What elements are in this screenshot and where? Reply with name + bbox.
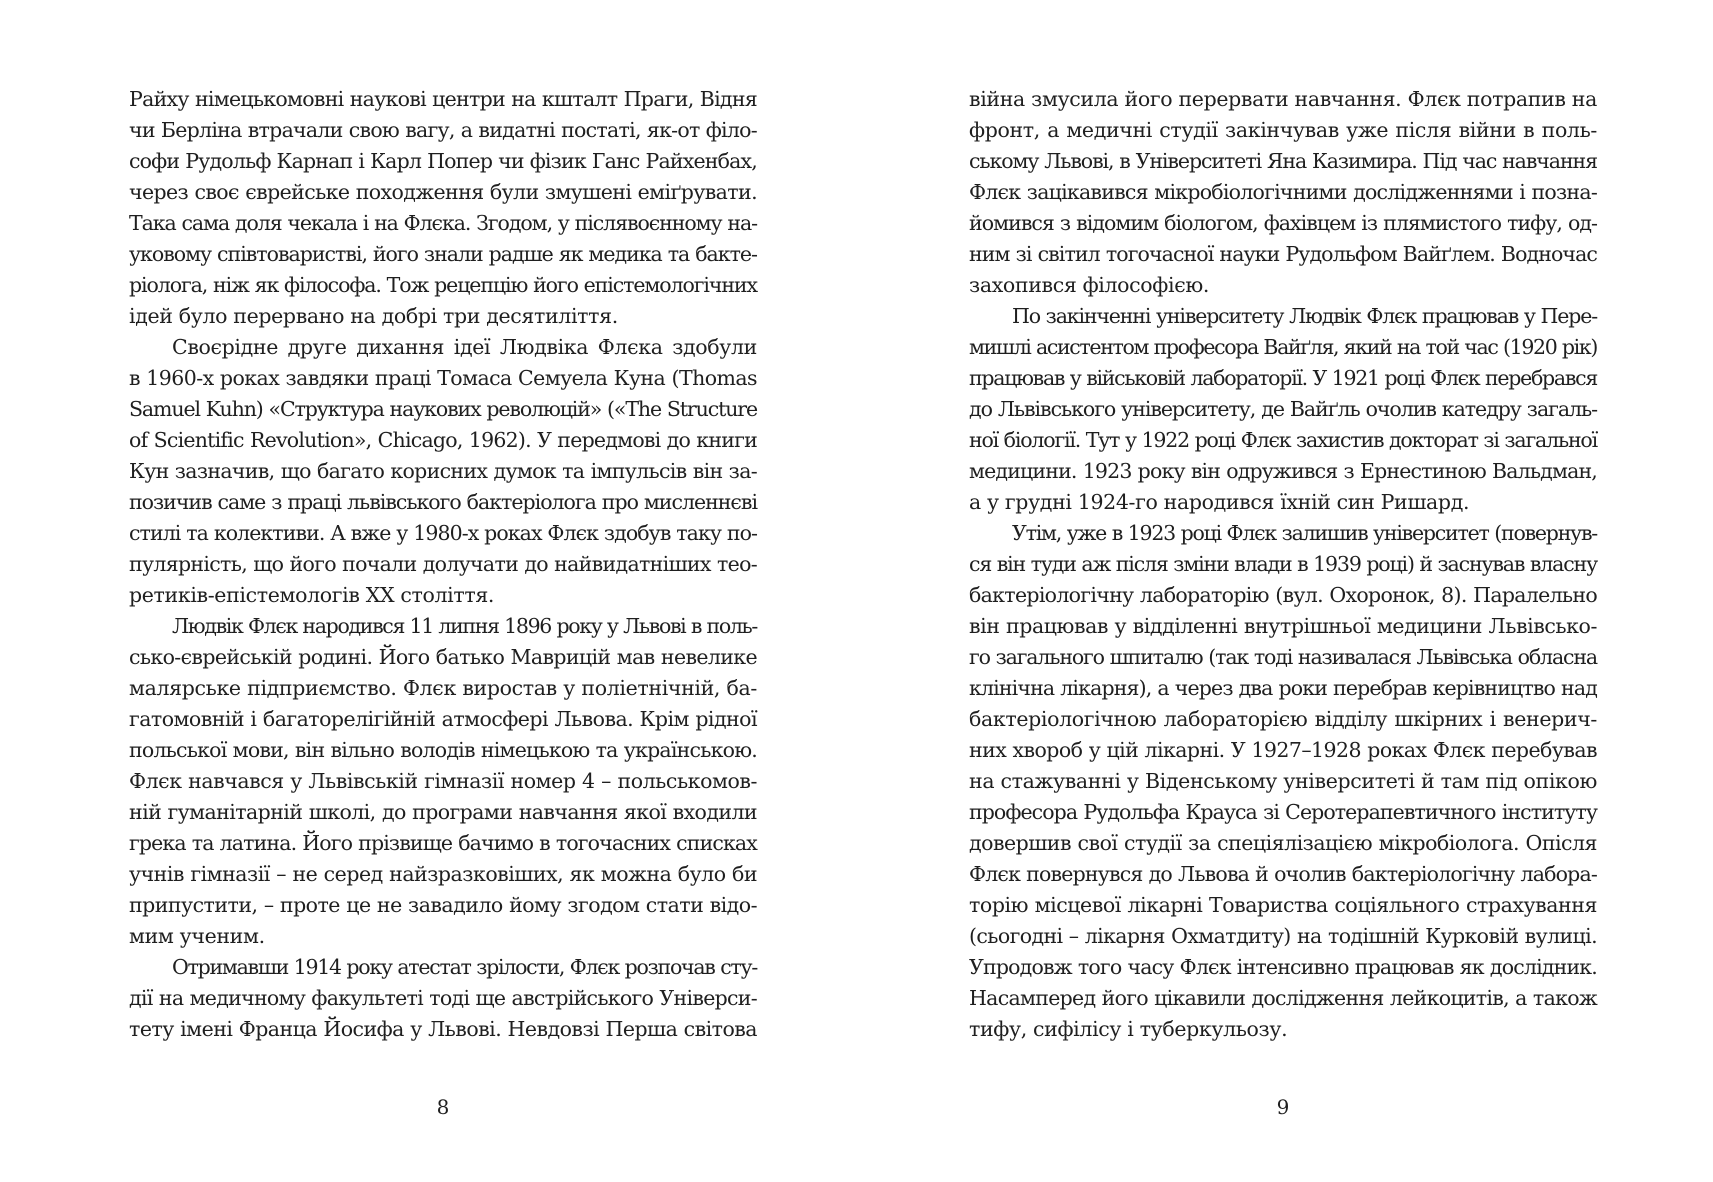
left-page-number: 8: [436, 1095, 450, 1119]
text-line: до Львівського університету, де Вайґль очолив катедру загаль-: [969, 397, 1597, 421]
text-line: тету імені Франца Йосифа у Львові. Невдовзі Перша світова: [129, 1017, 757, 1041]
text-line: на стажуванні у Віденському університеті й там під опікою: [969, 769, 1597, 793]
left-page-text: [129, 84, 757, 1045]
text-line: дії на медичному факультеті тоді ще австрійського Універси-: [129, 986, 757, 1010]
text-line: По закінченні університету Людвік Флєк працював у Пере-: [1012, 304, 1597, 328]
text-line: ній гуманітарній школі, до програми навчання якої входили: [129, 800, 757, 824]
text-line: Людвік Флєк народився 11 липня 1896 року у Львові в поль-: [172, 614, 757, 638]
text-line: захопився філософією.: [969, 273, 1209, 297]
text-line: ідей було перервано на добрі три десятиліття.: [129, 304, 618, 328]
text-line: чи Берліна втрачали свою вагу, а видатні постаті, як-от філо-: [129, 118, 757, 142]
text-line: в 1960-х роках завдяки праці Томаса Семуела Куна (Thomas: [129, 366, 757, 390]
text-line: позичив саме з праці львівського бактеріолога про мисленнєві: [129, 490, 757, 514]
text-line: Насамперед його цікавили дослідження лейкоцитів, а також: [969, 986, 1597, 1010]
text-line: уковому співтоваристві, його знали радше як медика та бакте-: [129, 242, 757, 266]
text-line: ському Львові, в Університеті Яна Казимира. Під час навчання: [969, 149, 1597, 173]
text-line: польської мови, він вільно володів німецькою та українською.: [129, 738, 757, 762]
left-page: [129, 84, 757, 1144]
text-line: учнів гімназії – не серед найзразковіших, як можна було би: [129, 862, 757, 886]
text-line: го загального шпиталю (так тоді називалася Львівська обласна: [969, 645, 1597, 669]
text-line: гатомовній і багаторелігійній атмосфері Львова. Крім рідної: [129, 707, 757, 731]
text-line: стилі та колективи. А вже у 1980-х роках Флєк здобув таку по-: [129, 521, 757, 545]
text-line: Флєк зацікавився мікробіологічними дослідженнями і позна-: [969, 180, 1597, 204]
text-line: медицини. 1923 року він одружився з Ернестиною Вальдман,: [969, 459, 1597, 483]
text-line: ся він туди аж після зміни влади в 1939 році) й заснував власну: [969, 552, 1597, 576]
text-line: них хвороб у цій лікарні. У 1927–1928 роках Флєк перебував: [969, 738, 1597, 762]
text-line: фронт, а медичні студії закінчував уже після війни в поль-: [969, 118, 1597, 142]
text-line: довершив свої студії за спеціялізацією мікробіолога. Опісля: [969, 831, 1597, 855]
text-line: через своє єврейське походження були змушені еміґрувати.: [129, 180, 757, 204]
text-line: малярське підприємство. Флєк виростав у поліетнічній, ба-: [129, 676, 757, 700]
text-line: (сьогодні – лікарня Охматдиту) на тодішній Курковій вулиці.: [969, 924, 1597, 948]
text-line: Така сама доля чекала і на Флєка. Згодом, у післявоєнному на-: [129, 211, 757, 235]
right-page-number: 9: [1276, 1095, 1290, 1119]
text-line: він працював у відділенні внутрішньої медицини Львівсько-: [969, 614, 1597, 638]
text-line: ретиків-епістемологів ХХ століття.: [129, 583, 495, 607]
text-line: торію місцевої лікарні Товариства соціяльного страхування: [969, 893, 1597, 917]
text-line: пулярність, що його почали долучати до найвидатніших тео-: [129, 552, 757, 576]
text-line: of Scientific Revolution», Chicago, 1962). У передмові до книги: [129, 428, 757, 452]
text-line: мишлі асистентом професора Вайґля, який на той час (1920 рік): [969, 335, 1597, 359]
right-page: [969, 84, 1597, 1144]
text-line: ної біології. Тут у 1922 році Флєк захистив докторат зі загальної: [969, 428, 1597, 452]
text-line: тифу, сифілісу і туберкульозу.: [969, 1017, 1288, 1041]
text-line: ним зі світил тогочасної науки Рудольфом Вайґлем. Водночас: [969, 242, 1597, 266]
text-line: ріолога, ніж як філософа. Тож рецепцію його епістемологічних: [129, 273, 757, 297]
text-line: Своєрідне друге дихання ідеї Людвіка Флєка здобули: [172, 335, 757, 359]
text-line: працював у військовій лабораторії. У 1921 році Флєк перебрався: [969, 366, 1597, 390]
text-line: Утім, уже в 1923 році Флєк залишив університет (повернув-: [1012, 521, 1597, 545]
text-line: Райху німецькомовні наукові центри на кшталт Праги, Відня: [129, 87, 757, 111]
text-line: Флєк повернувся до Львова й очолив бактеріологічну лабора-: [969, 862, 1597, 886]
text-line: Samuel Kuhn) «Структура наукових революцій» («The Structure: [129, 397, 757, 421]
right-page-text: [969, 84, 1597, 1045]
text-line: бактеріологічну лабораторію (вул. Охоронок, 8). Паралельно: [969, 583, 1597, 607]
text-line: грека та латина. Його прізвище бачимо в тогочасних списках: [129, 831, 757, 855]
text-line: Упродовж того часу Флєк інтенсивно працював як дослідник.: [969, 955, 1597, 979]
text-line: мим ученим.: [129, 924, 265, 948]
text-line: Кун зазначив, що багато корисних думок та імпульсів він за-: [129, 459, 757, 483]
text-line: бактеріологічною лабораторією відділу шкірних і венерич-: [969, 707, 1597, 731]
text-line: війна змусила його перервати навчання. Флєк потрапив на: [969, 87, 1597, 111]
text-line: софи Рудольф Карнап і Карл Попер чи фізик Ганс Райхенбах,: [129, 149, 757, 173]
text-line: припустити, – проте це не завадило йому згодом стати відо-: [129, 893, 757, 917]
text-line: професора Рудольфа Крауса зі Серотерапевтичного інституту: [969, 800, 1597, 824]
text-line: Флєк навчався у Львівській гімназії номер 4 – польськомов-: [129, 769, 757, 793]
text-line: а у грудні 1924-го народився їхній син Ришард.: [969, 490, 1470, 514]
text-line: йомився з відомим біологом, фахівцем із плямистого тифу, од-: [969, 211, 1597, 235]
text-line: Отримавши 1914 року атестат зрілости, Флєк розпочав сту-: [172, 955, 757, 979]
text-line: сько-єврейській родині. Його батько Маврицій мав невелике: [129, 645, 757, 669]
text-line: клінічна лікарня), а через два роки перебрав керівництво над: [969, 676, 1597, 700]
